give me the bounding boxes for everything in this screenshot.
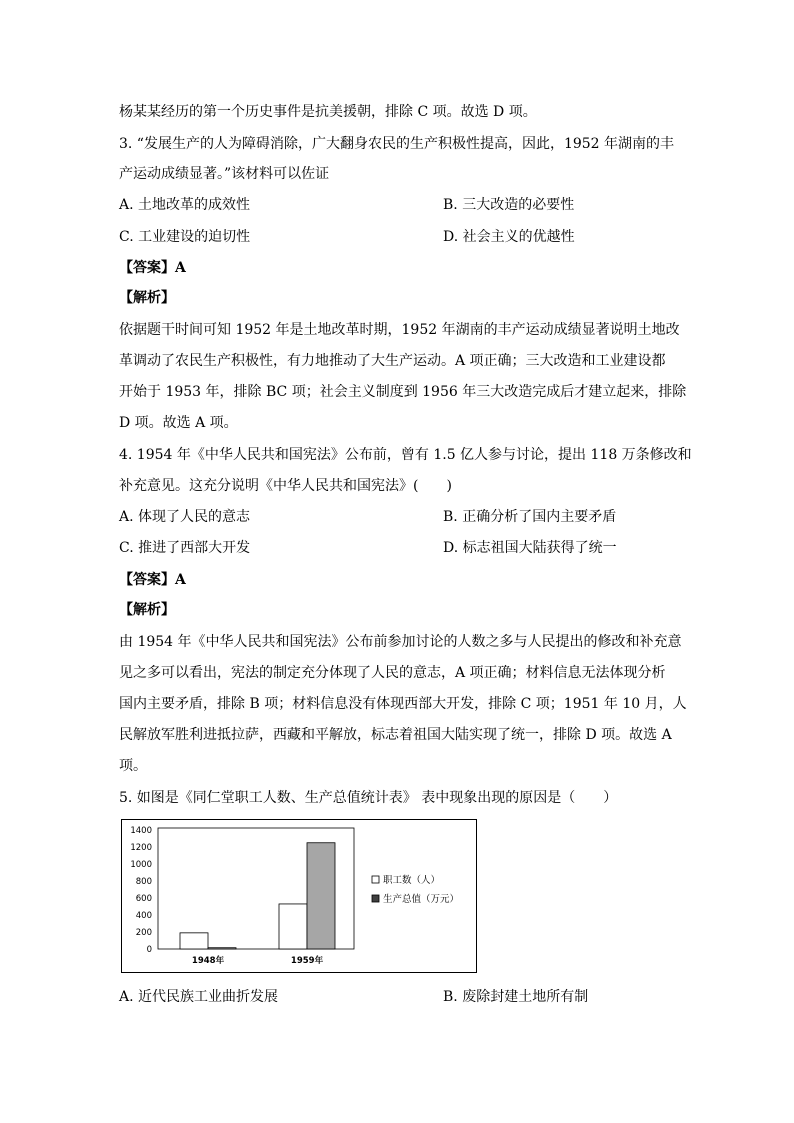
x-category-label: 1948年 <box>191 956 225 966</box>
q3-analysis-line-3: 开始于 1953 年，排除 BC 项；社会主义制度到 1956 年三大改造完成后才建立起来，排除 <box>119 384 687 400</box>
q3-stem-line-2: 产运动成绩显著。”该材料可以佐证 <box>119 166 330 182</box>
q4-analysis-line-2: 见之多可以看出，宪法的制定充分体现了人民的意志，A 项正确；材料信息无法体现分析 <box>119 665 666 681</box>
q4-stem-line-2: 补充意见。这充分说明《中华人民共和国宪法》( ) <box>119 478 452 494</box>
q2-analysis-tail: 杨某某经历的第一个历史事件是抗美援朝，排除 C 项。故选 D 项。 <box>119 104 537 120</box>
bar <box>208 948 236 949</box>
bar <box>180 933 208 949</box>
q4-option-a: A. 体现了人民的意志 <box>119 509 251 525</box>
q4-option-d: D. 标志祖国大陆获得了统一 <box>443 540 617 556</box>
q4-analysis-line-3: 国内主要矛盾，排除 B 项；材料信息没有体现西部大开发，排除 C 项；1951 年 10 月，人 <box>119 696 687 712</box>
q3-option-d: D. 社会主义的优越性 <box>443 229 575 245</box>
q4-analysis-line-4: 民解放军胜利进抵拉萨，西藏和平解放，标志着祖国大陆实现了统一，排除 D 项。故选 A <box>119 727 672 743</box>
q4-option-c: C. 推进了西部大开发 <box>119 540 251 556</box>
q4-analysis-line-5: 项。 <box>119 758 147 774</box>
q4-answer: 【答案】A <box>119 572 186 588</box>
q4-analysis-line-1: 由 1954 年《中华人民共和国宪法》公布前参加讨论的人数之多与人民提出的修改和补充意 <box>119 634 682 650</box>
y-tick-label: 600 <box>135 894 152 904</box>
q3-analysis-line-4: D 项。故选 A 项。 <box>119 415 238 431</box>
q3-option-b: B. 三大改造的必要性 <box>443 197 575 213</box>
y-tick-label: 800 <box>135 877 152 887</box>
q3-analysis-line-1: 依据题干时间可知 1952 年是土地改革时期，1952 年湖南的丰产运动成绩显著说明土地改 <box>119 322 680 338</box>
q5-option-a: A. 近代民族工业曲折发展 <box>119 989 279 1005</box>
q3-analysis-label: 【解析】 <box>119 290 175 306</box>
legend-swatch <box>372 876 379 883</box>
y-tick-label: 200 <box>135 928 152 938</box>
y-tick-label: 1200 <box>130 843 152 853</box>
q5-option-b: B. 废除封建土地所有制 <box>443 989 589 1005</box>
q4-analysis-label: 【解析】 <box>119 602 175 618</box>
q3-stem-line-1: 3. “发展生产的人为障碍消除，广大翻身农民的生产积极性提高，因此，1952 年湖南的丰 <box>119 136 675 152</box>
y-tick-label: 1000 <box>130 860 152 870</box>
q4-option-b: B. 正确分析了国内主要矛盾 <box>443 509 617 525</box>
bar <box>279 904 307 949</box>
q3-analysis-line-2: 革调动了农民生产积极性，有力地推动了大生产运动。A 项正确；三大改造和工业建设都 <box>119 353 666 369</box>
x-category-label: 1959年 <box>290 956 324 966</box>
q5-stem: 5. 如图是《同仁堂职工人数、生产总值统计表》 表中现象出现的原因是（ ） <box>119 790 618 806</box>
bar <box>307 843 335 949</box>
q3-option-a: A. 土地改革的成效性 <box>119 197 251 213</box>
y-tick-label: 1400 <box>130 826 152 836</box>
q3-option-c: C. 工业建设的迫切性 <box>119 229 251 245</box>
legend-label: 生产总值（万元） <box>383 894 460 905</box>
q5-chart-svg <box>122 820 476 972</box>
legend-swatch <box>372 895 379 902</box>
legend-label: 职工数（人） <box>383 875 441 886</box>
q4-stem-line-1: 4. 1954 年《中华人民共和国宪法》公布前，曾有 1.5 亿人参与讨论，提出 118 万条修改和 <box>119 447 692 463</box>
y-tick-label: 0 <box>146 945 152 955</box>
q3-answer: 【答案】A <box>119 260 186 276</box>
y-tick-label: 400 <box>135 911 152 921</box>
q5-chart <box>121 819 477 973</box>
